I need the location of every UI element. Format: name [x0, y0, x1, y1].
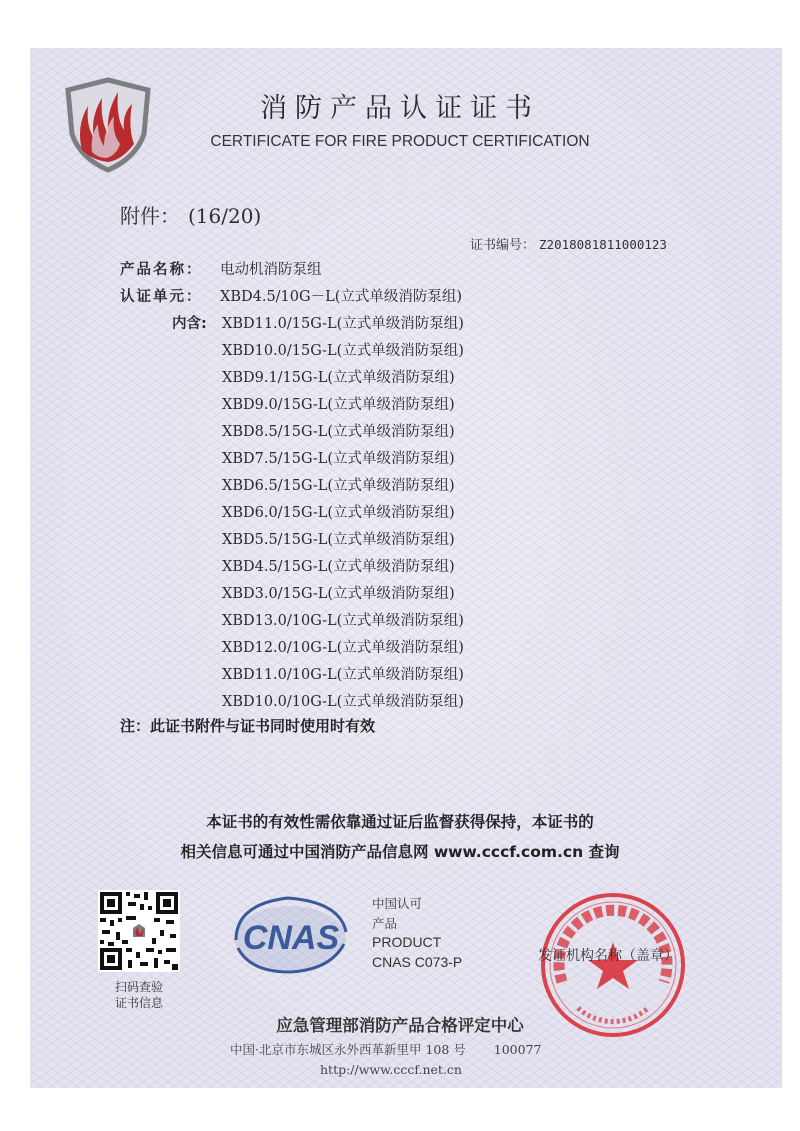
validity-note: 注：此证书附件与证书同时使用时有效	[120, 717, 376, 735]
annex-label: 附件：	[120, 204, 180, 228]
model-item: XBD10.0/15G-L(立式单级消防泵组)	[222, 343, 464, 359]
issuer-label: 发证机构名称（盖章）	[538, 948, 678, 964]
model-item: XBD5.5/15G-L(立式单级消防泵组)	[222, 532, 455, 548]
certificate-title-en: CERTIFICATE FOR FIRE PRODUCT CERTIFICATION	[210, 133, 590, 150]
product-name-label: 产品名称：	[120, 262, 203, 278]
model-item: XBD3.0/15G-L(立式单级消防泵组)	[222, 586, 455, 602]
cert-unit-label: 认证单元：	[120, 289, 203, 305]
qr-caption-line-2: 证书信息	[114, 996, 163, 1010]
cert-unit-row	[120, 285, 462, 306]
qr-code-icon[interactable]	[98, 890, 180, 972]
certificate-title-cn: 消防产品认证证书	[260, 93, 540, 124]
certificate-number-value: Z2018081811000123	[539, 237, 667, 252]
model-item: XBD4.5/15G-L(立式单级消防泵组)	[222, 559, 455, 575]
product-name-value: 电动机消防泵组	[220, 262, 322, 278]
validity-statement-line-1: 本证书的有效性需依靠通过证后监督获得保持，本证书的	[206, 813, 594, 831]
product-name-row	[120, 258, 322, 279]
model-item: XBD6.5/15G-L(立式单级消防泵组)	[222, 478, 455, 494]
model-item: XBD13.0/10G-L(立式单级消防泵组)	[222, 613, 464, 629]
website-url[interactable]: http://www.cccf.net.cn	[320, 1062, 462, 1077]
cnas-code: CNAS C073-P	[372, 954, 463, 970]
address-line	[230, 1040, 542, 1058]
model-item: XBD7.5/15G-L(立式单级消防泵组)	[222, 451, 455, 467]
cnas-product-en: PRODUCT	[372, 934, 442, 950]
certificate-number-label: 证书编号：	[470, 238, 536, 253]
model-item: XBD11.0/15G-L(立式单级消防泵组)	[222, 316, 464, 332]
model-item: XBD10.0/10G-L(立式单级消防泵组)	[222, 694, 464, 710]
address: 中国·北京市东城区永外西革新里甲 108 号	[230, 1042, 466, 1057]
qr-caption-line-1: 扫码查验	[114, 980, 163, 994]
cnas-product-cn: 产品	[372, 916, 398, 931]
model-item: XBD12.0/10G-L(立式单级消防泵组)	[222, 640, 464, 656]
cnas-logo-icon	[226, 888, 356, 978]
model-item: XBD11.0/10G-L(立式单级消防泵组)	[222, 667, 464, 683]
model-item: XBD9.1/15G-L(立式单级消防泵组)	[222, 370, 455, 386]
cnas-accredit-cn: 中国认可	[372, 896, 423, 911]
validity-statement-line-2: 相关信息可通过中国消防产品信息网 www.cccf.com.cn 查询	[180, 843, 620, 861]
model-item: XBD9.0/15G-L(立式单级消防泵组)	[222, 397, 455, 413]
annex-value: (16/20)	[188, 204, 262, 228]
certificate-number	[470, 234, 667, 253]
model-item: XBD8.5/15G-L(立式单级消防泵组)	[222, 424, 455, 440]
model-item: XBD6.0/15G-L(立式单级消防泵组)	[222, 505, 455, 521]
annex-line	[120, 200, 261, 229]
contains-label: 内含:	[172, 316, 207, 332]
cert-unit-value: XBD4.5/10G－L(立式单级消防泵组)	[220, 289, 463, 305]
fire-shield-logo-icon	[62, 76, 154, 174]
issuing-center-name: 应急管理部消防产品合格评定中心	[276, 1016, 524, 1035]
zip-code: 100077	[493, 1042, 542, 1057]
cnas-logo-text: CNAS	[242, 919, 340, 957]
